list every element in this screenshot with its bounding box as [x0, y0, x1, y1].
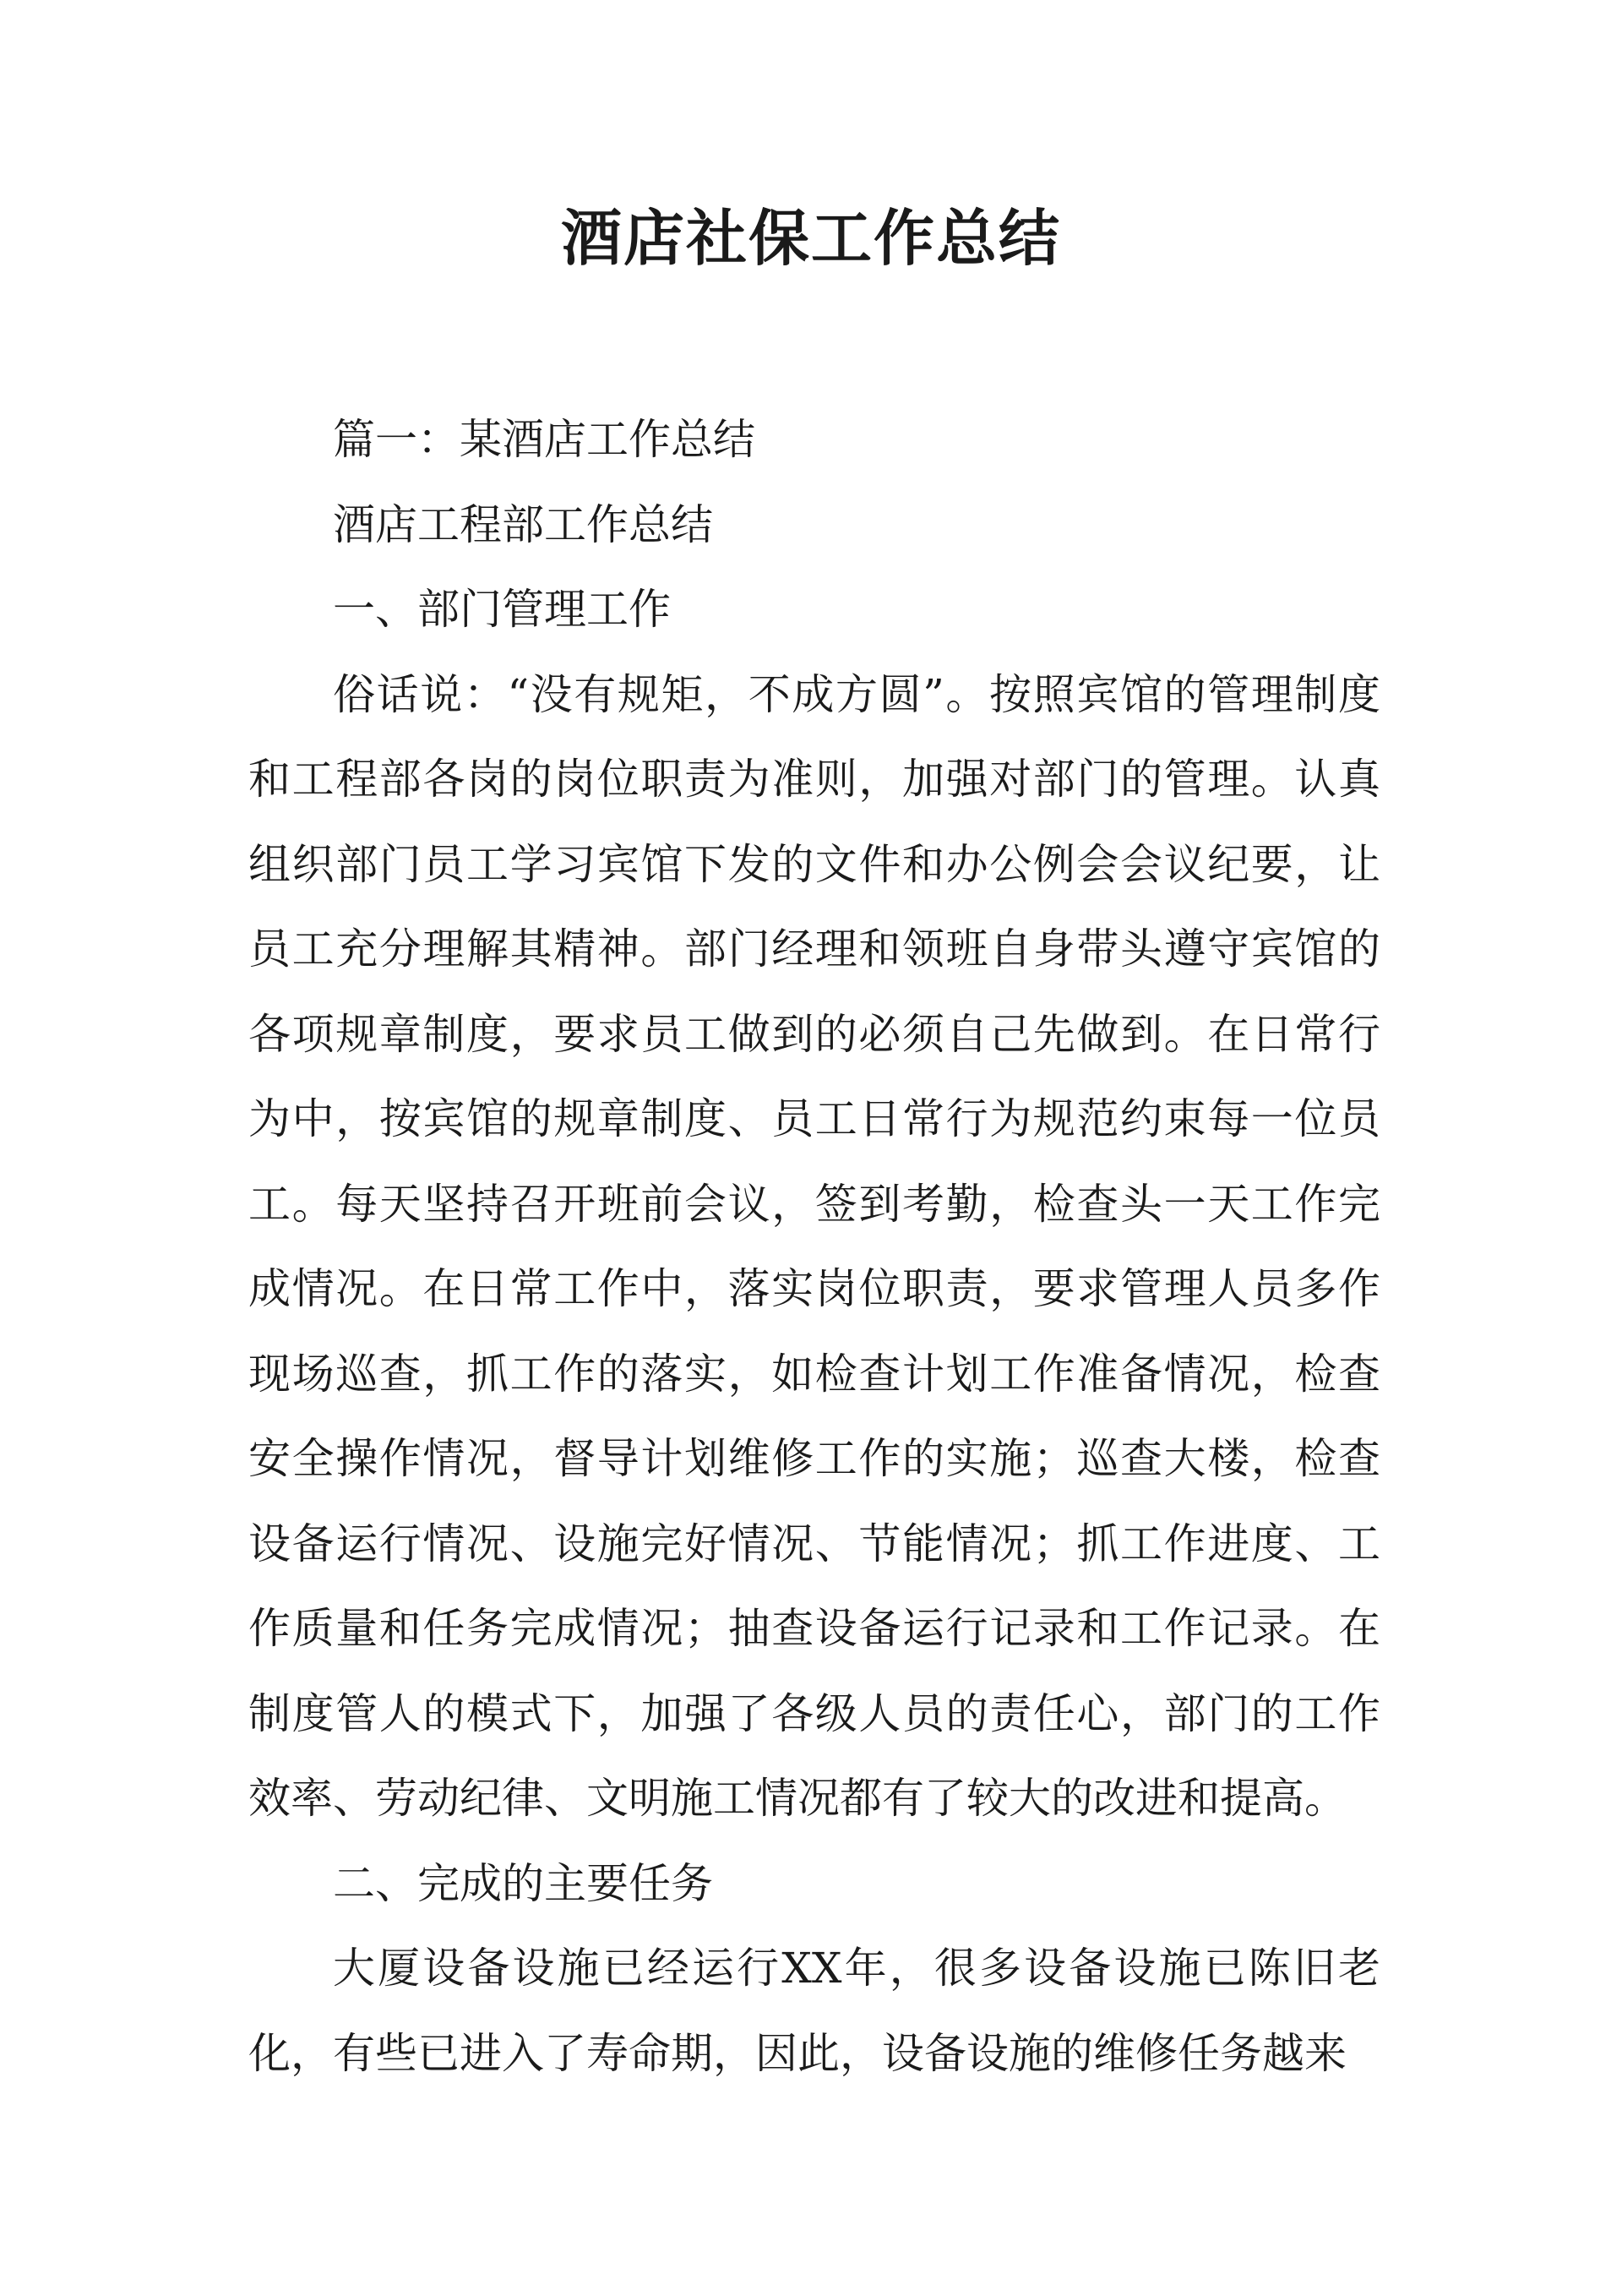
document-body	[248, 397, 1380, 2096]
paragraph-management-details: 俗话说：“没有规矩，不成方圆”。按照宾馆的管理制度和工程部各岗的岗位职责为准则，加强对部门的管理。认真组织部门员工学习宾馆下发的文件和办公例会会议纪要，让员工充分理解其精神。部门经理和领班自身带头遵守宾馆的各项规章制度，要求员工做到的必须自己先做到。在日常行为中，按宾馆的规章制度、员工日常行为规范约束每一位员工。每天坚持召开班前会议，签到考勤，检查头一天工作完成情况。在日常工作中，落实岗位职责，要求管理人员多作现场巡查，抓工作的落实，如检查计划工作准备情况，检查安全操作情况，督导计划维修工作的实施；巡查大楼，检查设备运行情况、设施完好情况、节能情况；抓工作进度、工作质量和任务完成情况；抽查设备运行记录和工作记录。在制度管人的模式下，加强了各级人员的责任心，部门的工作效率、劳动纪律、文明施工情况都有了较大的改进和提高。	[248, 669, 1380, 1823]
document-title: 酒店社保工作总结	[560, 202, 1061, 274]
section-heading-management: 一、部门管理工作	[333, 585, 671, 634]
section-heading-part-one: 篇一：某酒店工作总结	[333, 415, 755, 464]
subtitle-engineering-summary: 酒店工程部工作总结	[333, 499, 713, 549]
paragraph-main-tasks: 大厦设备设施已经运行XX年，很多设备设施已陈旧老化，有些已进入了寿命期，因此，设备设施的维修任务越来	[248, 1944, 1380, 2078]
section-heading-main-tasks: 二、完成的主要任务	[333, 1858, 713, 1908]
